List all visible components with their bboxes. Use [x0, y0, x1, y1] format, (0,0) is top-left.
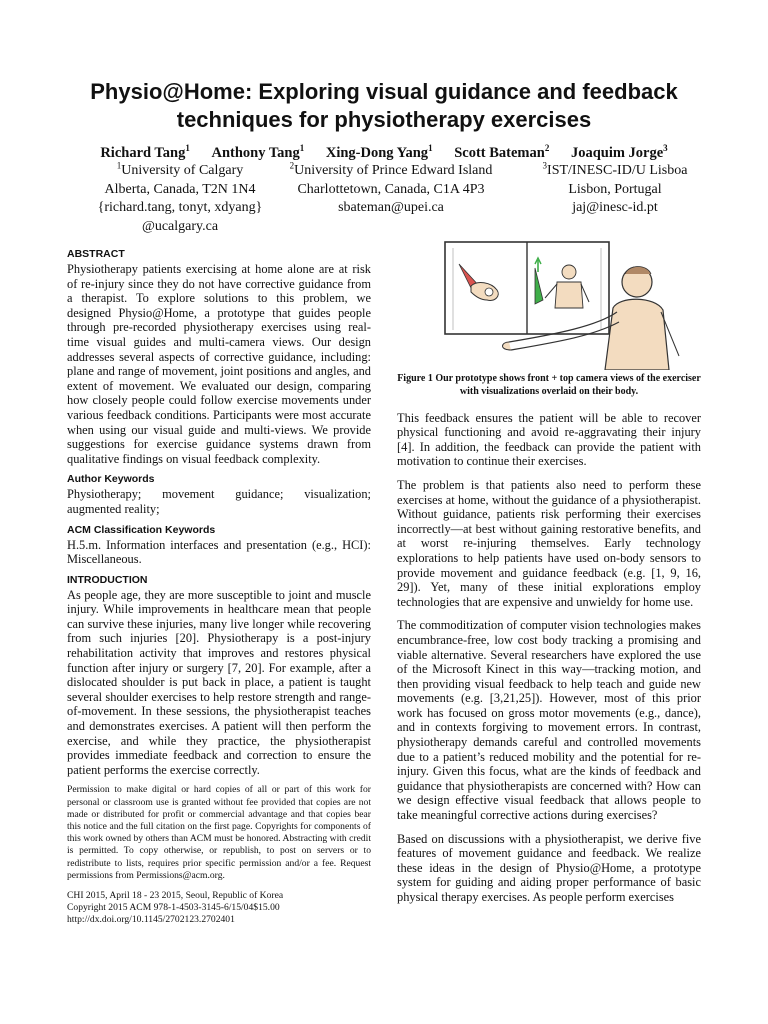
abstract-heading: ABSTRACT	[67, 248, 125, 260]
exerciser-torso	[605, 299, 669, 370]
author-keywords-text: Physiotherapy; movement guidance; visualization; augmented reality;	[67, 487, 371, 516]
introduction-heading: INTRODUCTION	[67, 573, 148, 586]
front-view-head	[562, 265, 576, 279]
author: Anthony Tang$^1$	[211, 143, 305, 161]
author: Richard Tang$^1$	[100, 143, 190, 161]
affiliation-calgary: $^1$University of Calgary Alberta, Canada, T2N 1N4 {richard.tang, tonyt, xdyang} @ucalgary.ca	[97, 160, 263, 234]
venue-info: CHI 2015, April 18 - 23 2015, Seoul, Republic of Korea Copyright 2015 ACM 978-1-4503-3145-6/15/04$15.00 http://dx.doi.org/10.1145/2702123.2702401	[67, 890, 371, 926]
author: Xing-Dong Yang$^1$	[325, 143, 433, 161]
acm-keywords-text: H.5.m. Information interfaces and presentation (e.g., HCI): Miscellaneous.	[67, 537, 371, 567]
left-column	[67, 248, 371, 926]
body-paragraph: The commoditization of computer vision technologies makes encumbrance-free, low cost body tracking a promising and viable alternative. Several researchers have explored the use of the Microsoft Kinect in this way—tracking motion, and then providing visual feedback to help teach and guide new movements (e.g. [3,21,25]). However, most of this prior work has focused on gross motor movements (e.g., dance), and in contexts forgiving to movement errors. In contrast, physiotherapy demands careful and controlled movements due to a patient’s reduced mobility and the potential for re-injury. Given this focus, what are the kinds of feedback and guidance that physiotherapists are concerned with? How can we design effective visual feedback that allows people to take meaningful corrective actions during exercises?	[397, 618, 701, 823]
figure-1	[397, 238, 701, 370]
body-paragraph: Based on discussions with a physiotherapist, we derive five features of movement guidance and feedback. We realize these ideas in the design of Physio@Home, a prototype system for guiding and aiding proper performance of basic physical therapy exercises. As people perform exercises	[397, 831, 701, 904]
paper-title	[60, 78, 708, 134]
author: Joaquim Jorge$^3$	[570, 143, 668, 161]
affiliation-lisboa: $^3$IST/INESC-ID/U Lisboa Lisbon, Portugal jaj@inesc-id.pt	[542, 160, 688, 215]
author-keywords-heading: Author Keywords	[67, 473, 155, 486]
title-line-1: Physio@Home: Exploring visual guidance and feedback	[90, 79, 678, 104]
acm-keywords-heading: ACM Classification Keywords	[67, 523, 216, 536]
abstract-text: Physiotherapy patients exercising at home alone are at risk of re-injury since they do not have corrective guidance from a therapist. To explore solutions to this problem, we designed Physio@Home, a prototype that guides people through pre-recorded physiotherapy exercises using real-time visual guides and multi-camera views. Our design addresses several aspects of corrective guidance, including: plane and range of movement, joint positions and angles, and extent of movement. We evaluated our design, comparing how closely people could follow exercise movements under various feedback conditions. Participants were most accurate when using our visual guide and multi-views. We provide suggestions for exercise guidance systems drawn from qualitative findings on visual feedback complexity.	[67, 262, 371, 466]
figure-caption: Figure 1 Our prototype shows front + top camera views of the exerciser with visualizations overlaid on their body.	[397, 373, 701, 397]
front-view-torso	[555, 282, 583, 308]
body-paragraph: The problem is that patients also need to perform these exercises at home, without the guidance of a physiotherapist. Without guidance, patients risk performing their exercises incorrectly—at best without gaining restorative benefits, and at worst re-injuring themselves. Early technology explorations to help patients have used on-body sensors to provide movement and guidance feedback (e.g. [1, 9, 16, 29]). Yet, many of these initial explorations employ technologies that are expensive and unwieldy for home use.	[397, 477, 701, 609]
introduction-text: As people age, they are more susceptible to joint and muscle injury. While improvements in healthcare mean that people can survive these injuries, many live longer while recovering from such injuries [20]. Physiotherapy is a post-injury rehabilitation activity that improves and restores physical function after injury or surgery [7, 20]. For example, after a dislocated shoulder is put back in place, a patient is taught several shoulder exercises to help restore strength and range-of-movement. In these sessions, the physiotherapist teaches and demonstrates exercises. A patient will then perform the exercise, and while they practice, the physiotherapist provides immediate feedback and correction to ensure the patient performs the exercise correctly.	[67, 587, 371, 777]
prototype-illustration	[397, 238, 701, 370]
author: Scott Bateman$^2$	[454, 143, 550, 161]
author-list	[60, 144, 708, 162]
doi-link[interactable]: http://dx.doi.org/10.1145/2702123.2702401	[67, 914, 235, 926]
affiliation-upei: $^2$University of Prince Edward Island Charlottetown, Canada, C1A 4P3 sbateman@upei.ca	[289, 160, 493, 215]
right-column	[397, 248, 701, 914]
permission-notice: Permission to make digital or hard copies of all or part of this work for personal or classroom use is granted without fee provided that copies are not made or distributed for profit or commercial advantage and that copies bear this notice and the full citation on the first page. Copyrights for components of this work owned by others than ACM must be honored. Abstracting with credit is permitted. To copy otherwise, or republish, to post on servers or to redistribute to lists, requires prior specific permission and/or a fee. Request permissions from Permissions@acm.org.	[67, 784, 371, 881]
title-line-2: techniques for physiotherapy exercises	[176, 107, 592, 132]
body-paragraph: This feedback ensures the patient will be able to recover physical functioning and avoid re-aggravating their injury [4]. In addition, the feedback can provide the patient with motivation to continue their exercises.	[397, 410, 701, 469]
